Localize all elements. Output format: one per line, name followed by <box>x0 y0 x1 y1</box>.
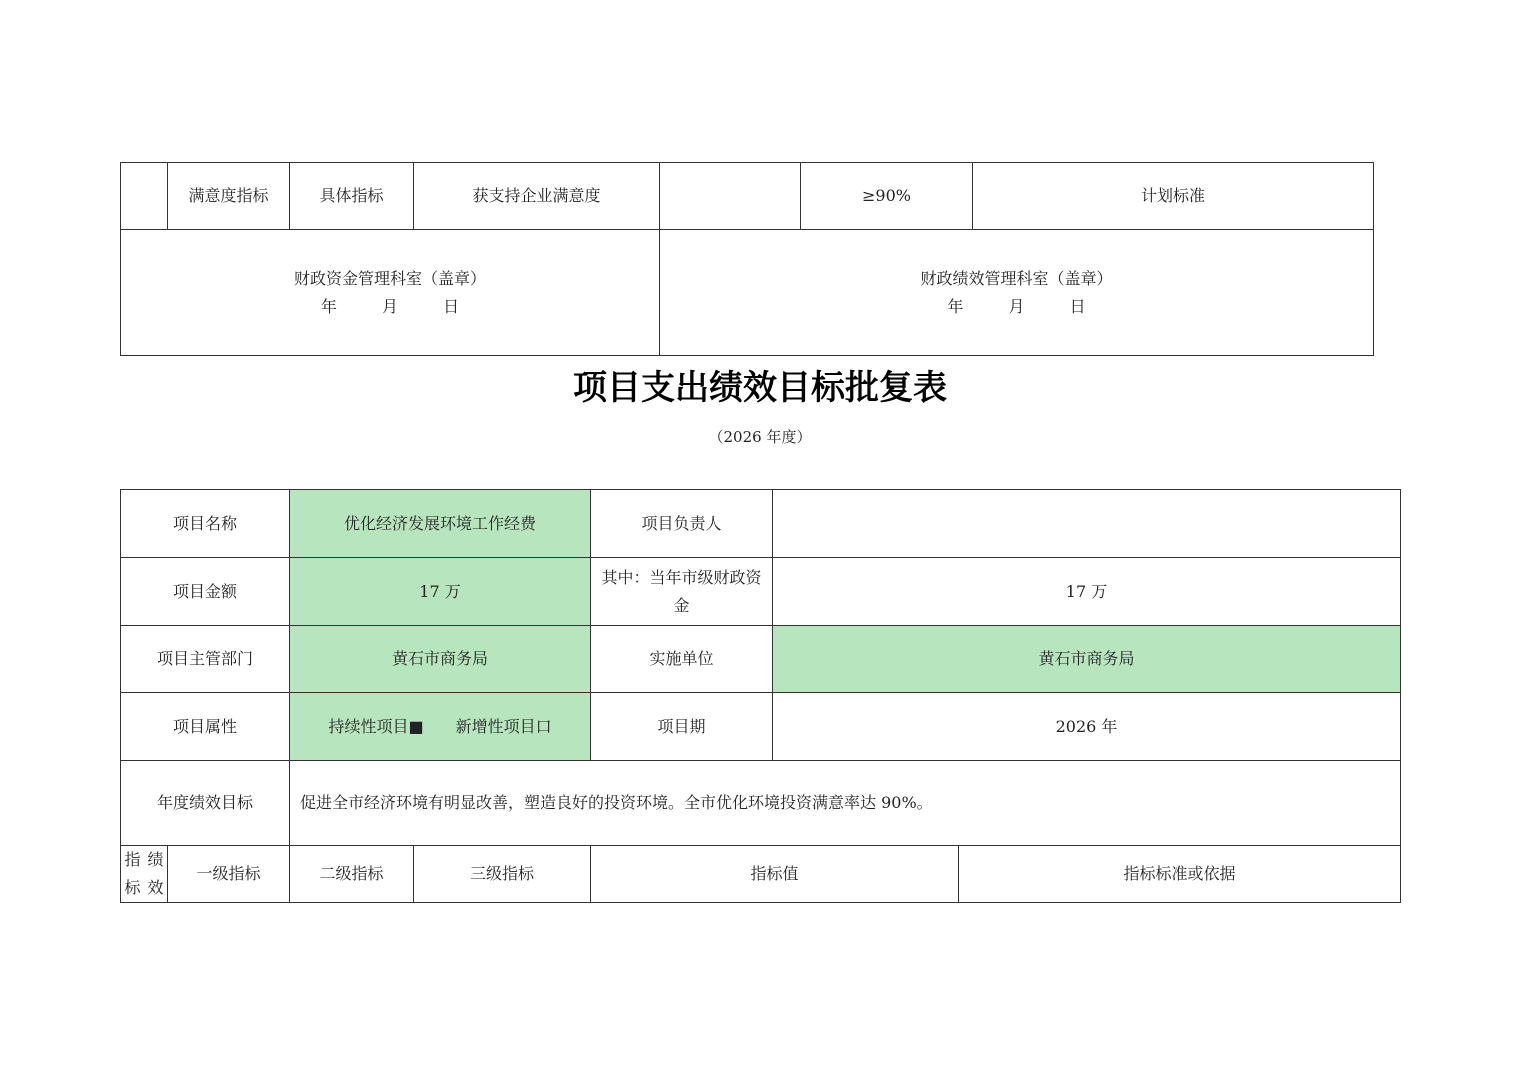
cell-satisfaction-indicator: 满意度指标 <box>168 163 290 230</box>
value-department: 黄石市商务局 <box>290 626 591 693</box>
sign-left-day: 日 <box>443 296 460 316</box>
cell-specific-indicator: 具体指标 <box>290 163 414 230</box>
header-level3: 三级指标 <box>414 846 591 903</box>
row-department <box>121 626 1401 693</box>
cell-target-value: ≥90% <box>801 163 973 230</box>
sign-right-year: 年 <box>947 296 964 316</box>
sign-left <box>121 230 660 356</box>
header-level1: 一级指标 <box>168 846 290 903</box>
header-performance-indicator <box>121 846 168 903</box>
cell-plan-standard: 计划标准 <box>973 163 1374 230</box>
value-annual-goal: 促进全市经济环境有明显改善，塑造良好的投资环境。全市优化环境投资满意率达 90%。 <box>290 761 1401 846</box>
row-attribute <box>121 693 1401 761</box>
label-implementing-unit: 实施单位 <box>591 626 773 693</box>
value-amount: 17 万 <box>290 558 591 626</box>
value-implementing-unit: 黄石市商务局 <box>773 626 1401 693</box>
header-level2: 二级指标 <box>290 846 414 903</box>
value-period: 2026 年 <box>773 693 1401 761</box>
cell-empty <box>660 163 801 230</box>
vert-char-4: 效 <box>147 878 164 897</box>
row-indicator-header <box>121 846 1401 903</box>
header-indicator-basis: 指标标准或依据 <box>959 846 1401 903</box>
value-fiscal-funds: 17 万 <box>773 558 1401 626</box>
value-project-name: 优化经济发展环境工作经费 <box>290 490 591 558</box>
sign-left-month: 月 <box>381 296 398 316</box>
vert-char-1: 指 <box>124 850 141 869</box>
satisfaction-row <box>121 163 1374 230</box>
page-subtitle: （2026 年度） <box>708 428 812 446</box>
label-project-leader: 项目负责人 <box>591 490 773 558</box>
row-amount <box>121 558 1401 626</box>
sign-right-day: 日 <box>1069 296 1086 316</box>
sign-right-month: 月 <box>1008 296 1025 316</box>
vert-char-2: 标 <box>124 878 141 897</box>
value-attribute: 持续性项目■ 新增性项目口 <box>290 693 591 761</box>
header-indicator-value: 指标值 <box>591 846 959 903</box>
row-annual-goal <box>121 761 1401 846</box>
sign-left-name: 财政资金管理科室（盖章） <box>293 268 486 288</box>
label-project-name: 项目名称 <box>121 490 290 558</box>
vert-char-3: 绩 <box>147 850 164 869</box>
sign-right-name: 财政绩效管理科室（盖章） <box>920 268 1113 288</box>
label-period: 项目期 <box>591 693 773 761</box>
cell-enterprise-satisfaction: 获支持企业满意度 <box>414 163 660 230</box>
sign-right <box>660 230 1374 356</box>
label-department: 项目主管部门 <box>121 626 290 693</box>
cell-blank <box>121 163 168 230</box>
page-title: 项目支出绩效目标批复表 <box>573 368 947 408</box>
label-annual-goal: 年度绩效目标 <box>121 761 290 846</box>
sign-left-year: 年 <box>320 296 337 316</box>
approval-table <box>120 489 1401 903</box>
row-project-name <box>121 490 1401 558</box>
top-table <box>120 162 1374 356</box>
label-attribute: 项目属性 <box>121 693 290 761</box>
signature-row <box>121 230 1374 356</box>
sign-right-date <box>664 293 1369 321</box>
value-project-leader <box>773 490 1401 558</box>
label-amount: 项目金额 <box>121 558 290 626</box>
label-fiscal-funds: 其中：当年市级财政资金 <box>591 558 773 626</box>
sign-left-date <box>125 293 655 321</box>
